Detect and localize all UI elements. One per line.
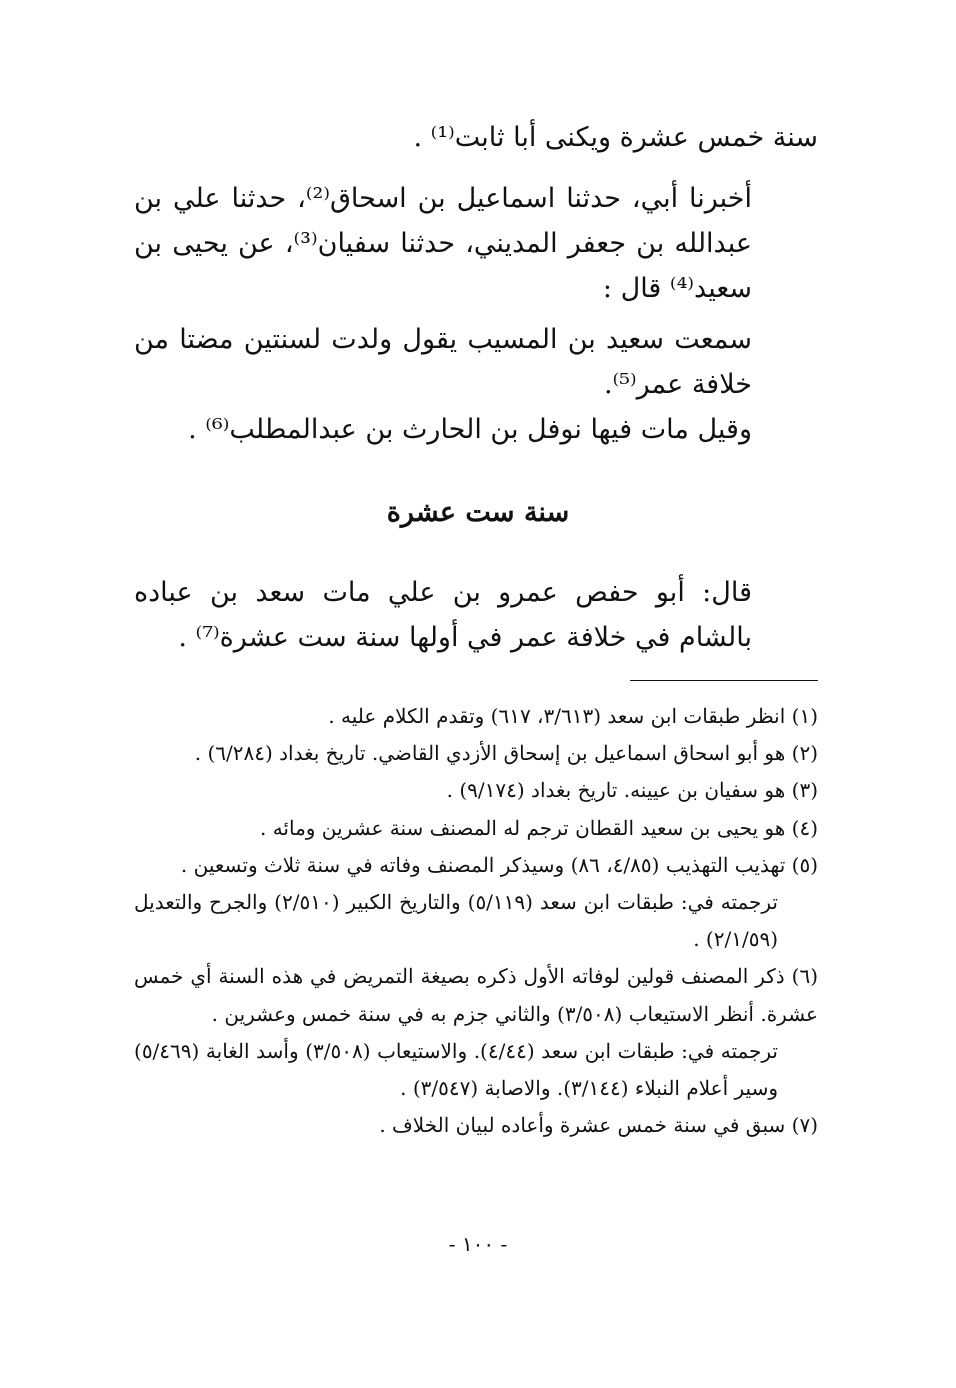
footnote-4: (٤) هو يحيى بن سعيد القطان ترجم له المصنف سنة عشرين ومائه . bbox=[259, 815, 818, 840]
footnotes bbox=[134, 698, 818, 1144]
footnote-5: (٥) تهذيب التهذيب (٤/٨٥، ٨٦) وسيذكر المصنف وفاته في سنة ثلاث وتسعين . bbox=[180, 852, 818, 877]
body-text bbox=[134, 115, 818, 452]
footnote-divider bbox=[630, 680, 818, 681]
footnote-6: (٦) ذكر المصنف قولين لوفاته الأول ذكره بصيغة التمريض في هذه السنة أي خمس عشرة. أنظر الاستيعاب (٣/٥٠٨) والثاني جزم به في سنة خمس وعشرين . bbox=[134, 964, 818, 1026]
section-paragraph: قال: أبو حفص عمرو بن علي مات سعد بن عباده بالشام في خلافة عمر في أولها سنة ست عشرة⁽⁷⁾ . bbox=[134, 577, 752, 653]
section-title: سنة ست عشرة bbox=[386, 497, 570, 528]
footnote-5-continuation: ترجمته في: طبقات ابن سعد (٥/١١٩) والتاريخ الكبير (٢/٥١٠) والجرح والتعديل (٢/١/٥٩) . bbox=[134, 890, 779, 952]
footnote-2: (٢) هو أبو اسحاق اسماعيل بن إسحاق الأزدي القاضي. تاريخ بغداد (٦/٢٨٤) . bbox=[194, 741, 818, 766]
paragraph-2: أخبرنا أبي، حدثنا اسماعيل بن اسحاق⁽²⁾، حدثنا علي بن عبدالله بن جعفر المديني، حدثنا سفيان⁽³⁾، عن يحيى بن سعيد⁽⁴⁾ قال : bbox=[134, 183, 752, 304]
footnote-7: (٧) سبق في سنة خمس عشرة وأعاده لبيان الخلاف . bbox=[379, 1113, 818, 1138]
footnote-6-continuation: ترجمته في: طبقات ابن سعد (٤/٤٤). والاستيعاب (٣/٥٠٨) وأسد الغابة (٥/٤٦٩) وسير أعلام النبلاء (٣/١٤٤). والاصابة (٣/٥٤٧) . bbox=[134, 1038, 779, 1101]
footnote-3: (٣) هو سفيان بن عيينه. تاريخ بغداد (٩/١٧٤) . bbox=[446, 778, 818, 803]
section-body bbox=[134, 570, 818, 660]
page-number: - ١٠٠ - bbox=[448, 1232, 508, 1256]
footnote-1: (١) انظر طبقات ابن سعد (٣/٦١٣، ٦١٧) وتقدم الكلام عليه . bbox=[328, 704, 818, 728]
paragraph-4: وقيل مات فيها نوفل بن الحارث بن عبدالمطلب⁽⁶⁾ . bbox=[188, 414, 752, 445]
paragraph-1: سنة خمس عشرة ويكنى أبا ثابت⁽¹⁾ . bbox=[413, 122, 818, 153]
paragraph-3: سمعت سعيد بن المسيب يقول ولدت لسنتين مضتا من خلافة عمر⁽⁵⁾. bbox=[134, 324, 752, 400]
